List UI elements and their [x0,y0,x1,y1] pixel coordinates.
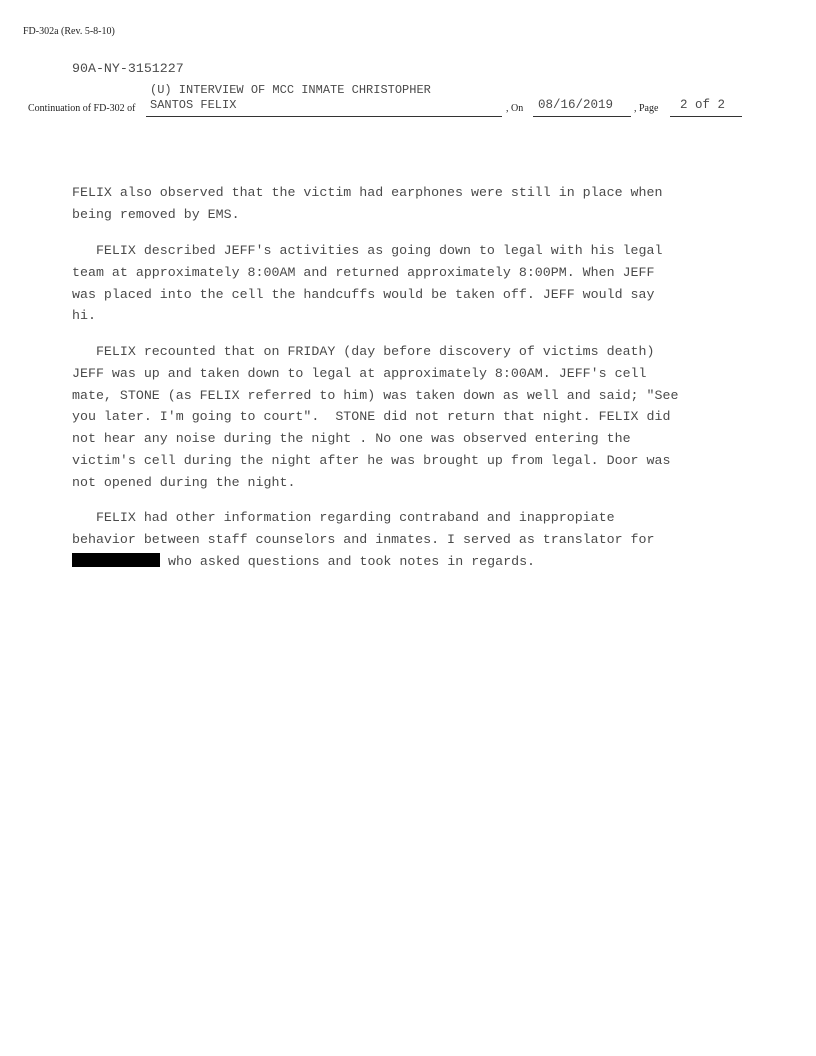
paragraph-line: victim's cell during the night after he was brought up from legal. Door was [72,452,671,468]
paragraph-line: FELIX had other information regarding contraband and inappropiate [72,510,615,525]
file-number: 90A-NY-3151227 [72,61,184,76]
paragraph-line: FELIX recounted that on FRIDAY (day before discovery of victims death) [72,344,655,359]
redaction-block [72,553,160,567]
paragraph-line: FELIX also observed that the victim had earphones were still in place when [72,185,663,200]
interview-date: 08/16/2019 [538,98,614,112]
paragraph-2 [72,240,752,327]
subject-line-2: SANTOS FELIX [150,98,237,112]
paragraph-line-redacted [72,551,752,573]
subject-underline [146,116,502,117]
paragraph-line: was placed into the cell the handcuffs would be taken off. JEFF would say [72,286,655,302]
paragraph-line: JEFF was up and taken down to legal at approximately 8:00AM. JEFF's cell [72,365,647,381]
paragraph-line: team at approximately 8:00AM and returned approximately 8:00PM. When JEFF [72,264,655,280]
paragraph-line: you later. I'm going to court". STONE did not return that night. FELIX did [72,409,671,425]
paragraph-4 [72,507,752,572]
page-underline [670,116,742,117]
paragraph-line: behavior between staff counselors and inmates. I served as translator for [72,531,655,547]
paragraph-3 [72,341,752,494]
subject-line-1: (U) INTERVIEW OF MCC INMATE CHRISTOPHER [150,83,431,97]
paragraph-1 [72,182,752,226]
paragraph-line: mate, STONE (as FELIX referred to him) was taken down as well and said; "See [72,387,679,403]
paragraph-line-tail: who asked questions and took notes in regards. [160,553,536,569]
form-id: FD-302a (Rev. 5-8-10) [23,26,115,37]
paragraph-line: being removed by EMS. [72,206,240,222]
date-underline [533,116,631,117]
paragraph-line: not opened during the night. [72,474,296,490]
paragraph-line: not hear any noise during the night . No one was observed entering the [72,431,631,447]
continuation-label: Continuation of FD-302 of [28,103,136,114]
page-number: 2 of 2 [680,98,726,112]
page-label: , Page [634,103,659,114]
paragraph-line: hi. [72,308,96,324]
paragraph-line: FELIX described JEFF's activities as going down to legal with his legal [72,243,663,258]
on-label: , On [506,103,524,114]
